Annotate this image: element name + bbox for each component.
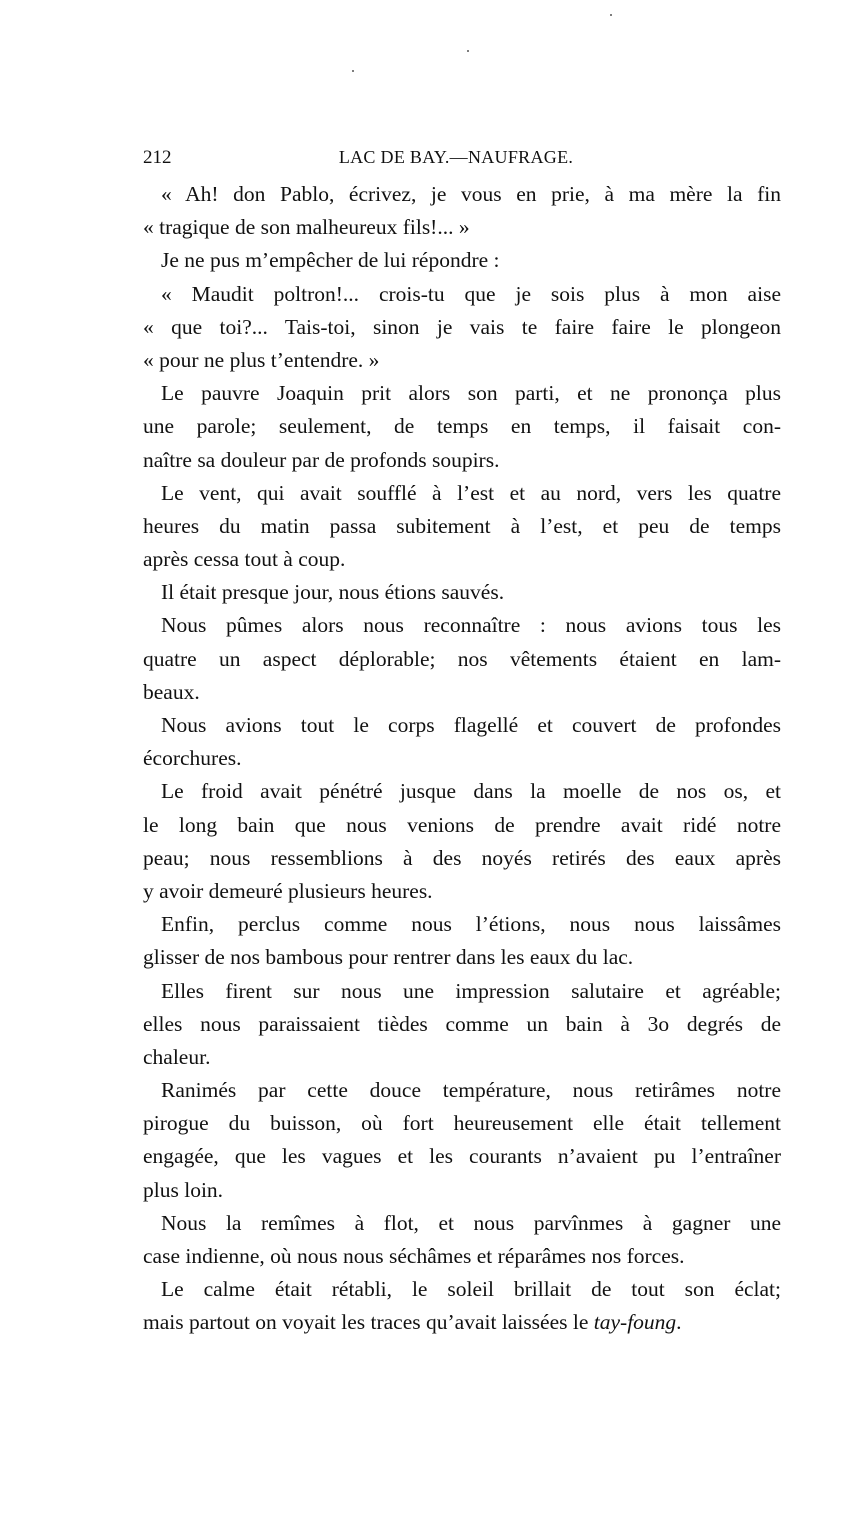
text-line: y avoir demeuré plusieurs heures. [143,878,433,903]
text-segment: . [676,1310,682,1335]
text-line: Le vent, qui avait soufflé à l’est et au nord, vers les quatre [161,480,781,505]
paragraph [143,609,781,709]
text-line: le long bain que nous venions de prendre avait ridé notre [143,812,781,837]
paragraph [143,1207,781,1273]
text-line: chaleur. [143,1044,211,1069]
paragraph [143,178,781,244]
text-line [143,1306,781,1339]
text-line: naître sa douleur par de profonds soupirs. [143,447,500,472]
text-line: après cessa tout à coup. [143,547,346,572]
paragraph [143,377,781,477]
text-line: Le froid avait pénétré jusque dans la moelle de nos os, et [161,779,781,804]
paragraph [143,775,781,908]
text-line: « que toi?... Tais-toi, sinon je vais te faire faire le plongeon [143,314,781,339]
text-line: case indienne, où nous nous séchâmes et réparâmes nos forces. [143,1244,685,1268]
text-line: Ranimés par cette douce température, nous retirâmes notre [161,1078,781,1103]
text-line: peau; nous ressemblions à des noyés retirés des eaux après [143,845,781,870]
text-line: « Ah! don Pablo, écrivez, je vous en prie, à ma mère la fin [161,182,781,206]
text-line: Il était presque jour, nous étions sauvés. [161,580,505,605]
text-line: « tragique de son malheureux fils!... » [143,215,470,240]
text-line: heures du matin passa subitement à l’est, et peu de temps [143,513,781,538]
text-line: Enfin, perclus comme nous l’étions, nous nous laissâmes [161,912,781,937]
paragraph [143,975,781,1075]
text-line: Elles firent sur nous une impression salutaire et agréable; [161,978,781,1003]
text-line: Nous avions tout le corps flagellé et couvert de profondes [161,713,781,737]
paragraph [143,477,781,577]
paragraph [143,1273,781,1339]
text-line: engagée, que les vagues et les courants n’avaient pu l’entraîner [143,1144,781,1169]
text-line: quatre un aspect déplorable; nos vêtements étaient en lam- [143,646,781,671]
scan-speck [610,14,612,16]
paragraph [143,709,781,775]
running-title: LAC DE BAY.—NAUFRAGE. [338,147,574,167]
paragraph [143,278,781,378]
text-line: Le pauvre Joaquin prit alors son parti, et ne prononça plus [161,381,781,406]
text-line: écorchures. [143,746,242,771]
text-line: Nous la remîmes à flot, et nous parvînmes à gagner une [161,1210,781,1235]
paragraph [143,244,781,277]
page-body [143,178,781,1340]
page-number: 212 [143,147,172,168]
text-line: une parole; seulement, de temps en temps, il faisait con- [143,414,781,439]
italic-term: tay-foung [593,1310,677,1335]
text-line: pirogue du buisson, où fort heureusement elle était tellement [143,1111,781,1136]
scan-speck [467,50,469,52]
text-line: elles nous paraissaient tièdes comme un bain à 3o degrés de [143,1011,781,1036]
scan-speck [352,70,354,72]
text-line: Je ne pus m’empêcher de lui répondre : [161,248,500,273]
page-header [143,147,769,173]
paragraph [143,1074,781,1207]
paragraph [143,908,781,974]
text-line: beaux. [143,679,200,704]
paragraph [143,576,781,609]
text-line: Nous pûmes alors nous reconnaître : nous avions tous les [161,613,781,638]
text-segment: mais partout on voyait les traces qu’avait laissées le [143,1310,594,1335]
text-line: « Maudit poltron!... crois-tu que je sois plus à mon aise [161,281,781,306]
text-line: glisser de nos bambous pour rentrer dans les eaux du lac. [143,945,634,970]
text-line: « pour ne plus t’entendre. » [143,347,380,372]
text-line: Le calme était rétabli, le soleil brillait de tout son éclat; [161,1277,781,1302]
text-line: plus loin. [143,1177,224,1202]
